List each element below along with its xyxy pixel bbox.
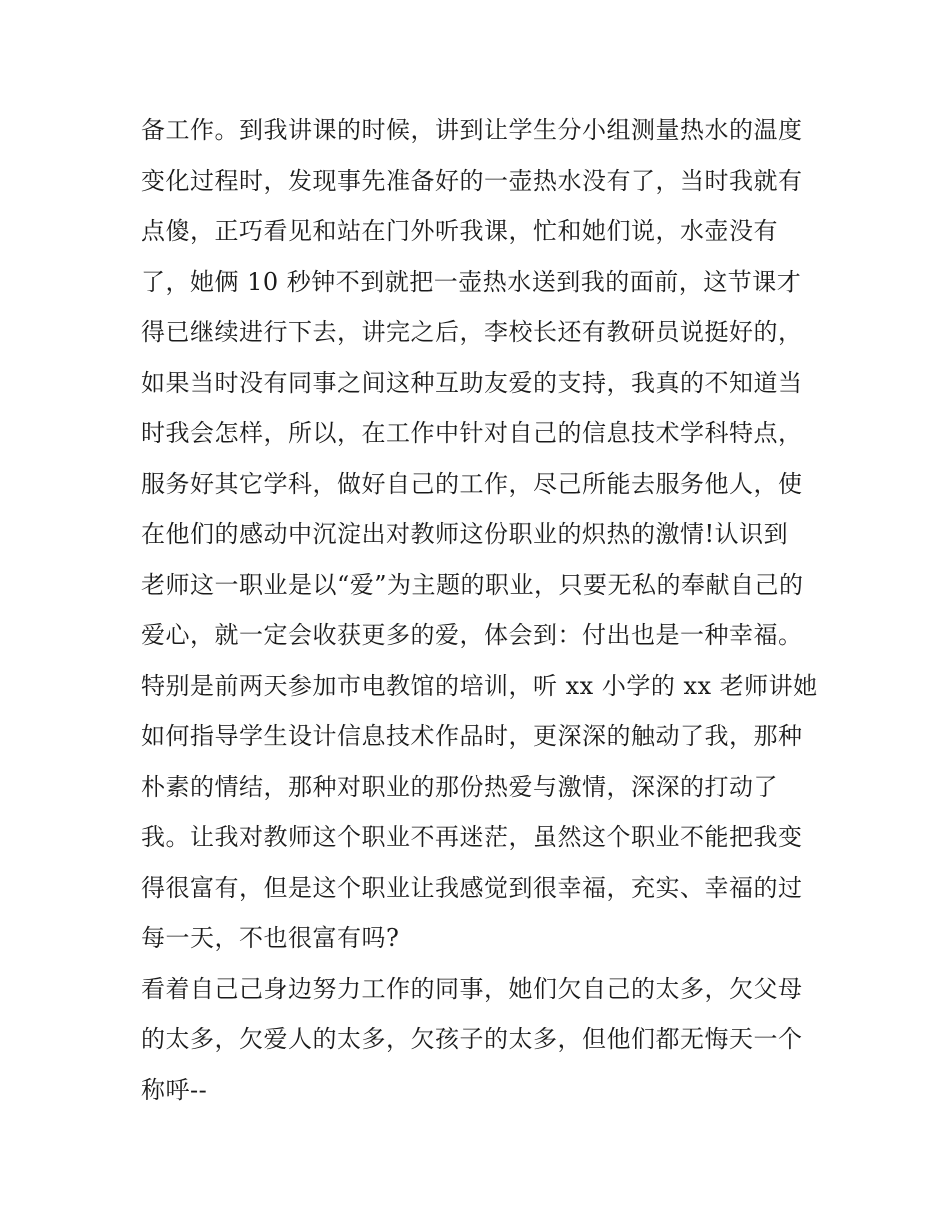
- text-line: 如何指导学生设计信息技术作品时，更深深的触动了我，那种: [141, 722, 803, 750]
- text-line: 服务好其它学科，做好自己的工作，尽己所能去服务他人，使: [141, 469, 803, 498]
- text-line: 我。让我对教师这个职业不再迷茫，虽然这个职业不能把我变: [141, 823, 803, 851]
- text-line: 朴素的情结，那种对职业的那份热爱与激情，深深的打动了: [141, 772, 778, 801]
- text-line: 变化过程时，发现事先准备好的一壶热水没有了，当时我就有: [141, 166, 803, 195]
- text-line: 称呼--: [141, 1075, 208, 1104]
- text-line: 老师这一职业是以“爱”为主题的职业，只要无私的奉献自己的: [141, 570, 804, 599]
- text-line: 爱心，就一定会收获更多的爱，体会到：付出也是一种幸福。: [141, 621, 803, 649]
- text-line: 看着自己己身边努力工作的同事，她们欠自己的太多，欠父母: [141, 974, 803, 1003]
- text-line: 的太多，欠爱人的太多，欠孩子的太多，但他们都无悔天一个: [141, 1025, 803, 1053]
- text-line: 每一天，不也很富有吗?: [141, 924, 400, 952]
- text-line: 得很富有，但是这个职业让我感觉到很幸福，充实、幸福的过: [141, 873, 803, 902]
- text-line: 点傻，正巧看见和站在门外听我课，忙和她们说，水壶没有: [141, 217, 778, 245]
- text-line: 了，她俩 10 秒钟不到就把一壶热水送到我的面前，这节课才: [141, 267, 802, 296]
- text-line: 备工作。到我讲课的时候，讲到让学生分小组测量热水的温度: [141, 116, 803, 144]
- text-line: 如果当时没有同事之间这种互助友爱的支持，我真的不知道当: [141, 368, 803, 397]
- text-line: 时我会怎样，所以，在工作中针对自己的信息技术学科特点，: [141, 419, 803, 447]
- text-line: 特别是前两天参加市电教馆的培训，听 xx 小学的 xx 老师讲她: [141, 671, 818, 700]
- body-text: [141, 105, 821, 1115]
- text-line: 在他们的感动中沉淀出对教师这份职业的炽热的激情!认识到: [141, 520, 789, 548]
- text-line: 得已继续进行下去，讲完之后，李校长还有教研员说挺好的，: [141, 318, 803, 346]
